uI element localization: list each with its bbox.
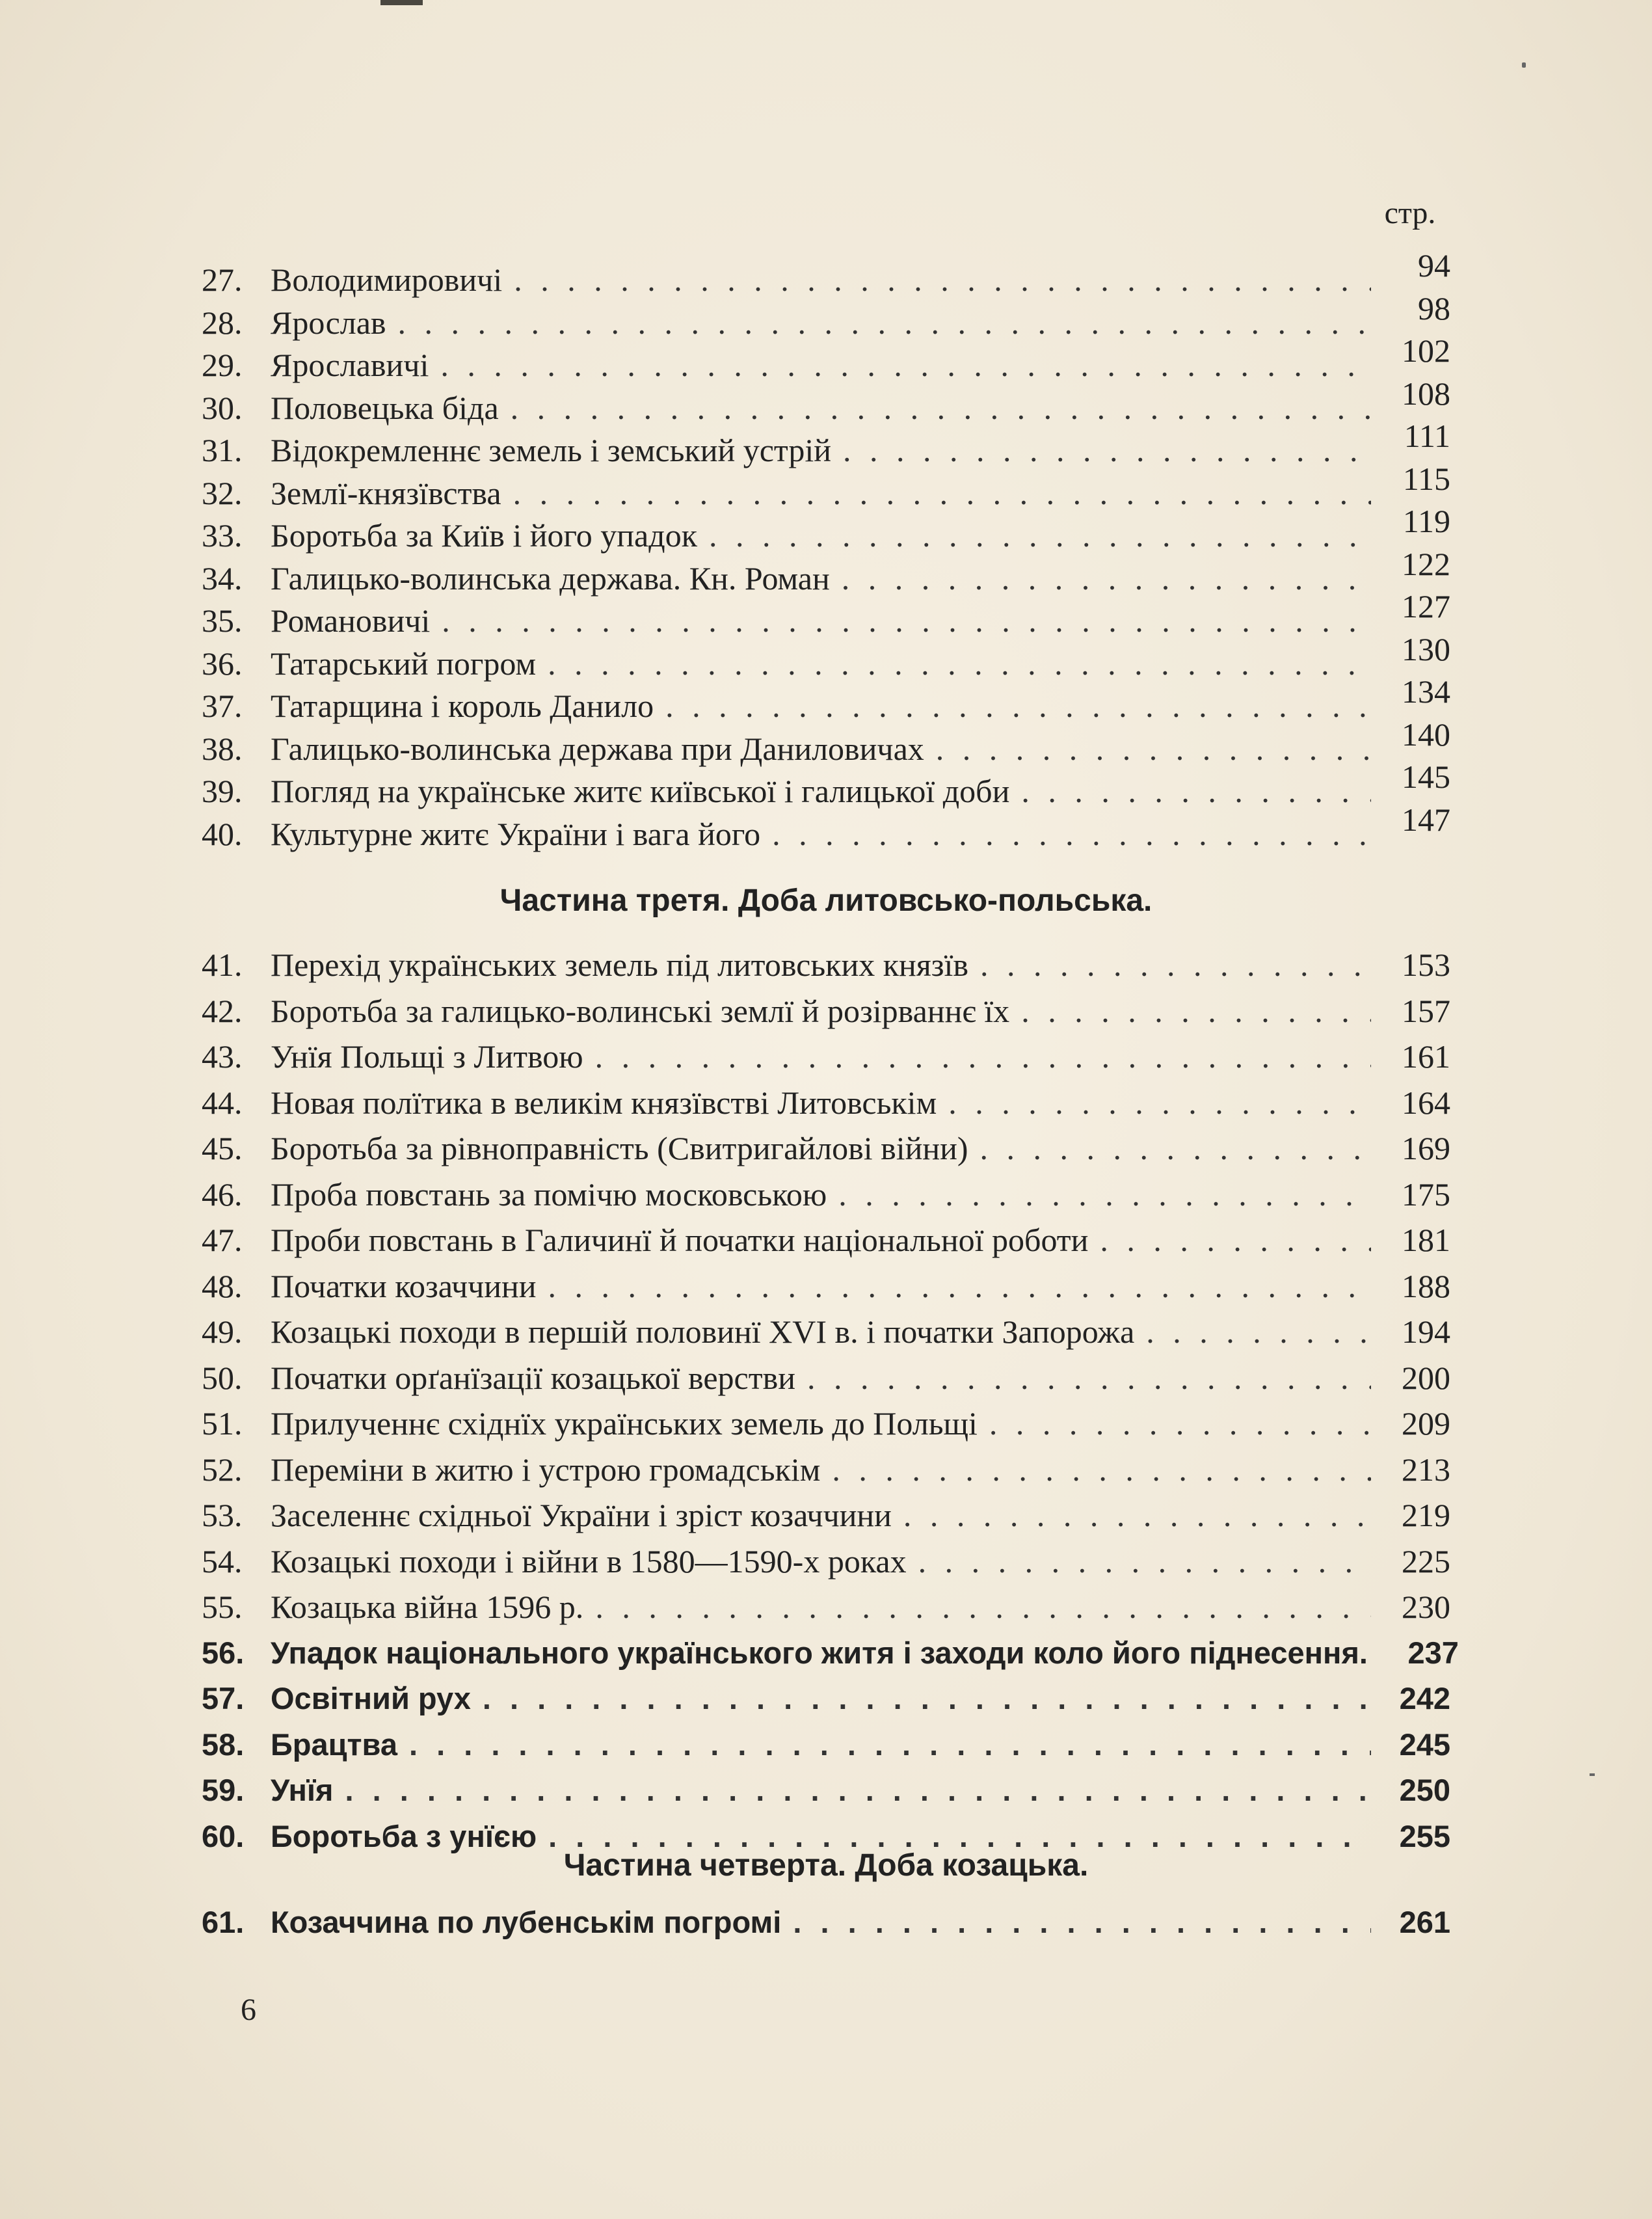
entry-title: Проби повстань в Галичинї й початки національної роботи [271, 1222, 1089, 1258]
entry-number: 30. [202, 389, 243, 426]
entry-number: 41. [202, 947, 243, 983]
entry-number: 50. [202, 1359, 243, 1396]
entry-number: 34. [202, 559, 243, 597]
entry-page: 161 [1402, 1038, 1450, 1075]
part-four-heading: Частина четверта. Доба козацька. [563, 1848, 1089, 1883]
entry-number: 28. [202, 304, 243, 341]
dot-leader [583, 1587, 1371, 1626]
entry-page: 111 [1404, 418, 1450, 454]
entry-number: 43. [202, 1038, 243, 1075]
entry-title: Татарський погром [271, 645, 537, 682]
entry-page: 127 [1402, 588, 1450, 625]
toc-entry [202, 503, 1450, 555]
entry-page: 98 [1418, 289, 1450, 327]
toc-entry [202, 1037, 1450, 1076]
toc-entry [202, 991, 1450, 1030]
entry-number: 46. [202, 1176, 243, 1213]
entry-title: Упадок національного українського житя і заходи коло його піднесення. [271, 1635, 1368, 1670]
dot-leader [760, 814, 1371, 854]
entry-number: 39. [202, 773, 243, 809]
dot-leader [697, 516, 1371, 555]
page-number: 6 [241, 1993, 256, 2027]
entry-page: 188 [1402, 1267, 1450, 1304]
entry-number: 29. [202, 347, 243, 383]
dot-leader [537, 1267, 1371, 1306]
page-column-header: стр. [1384, 196, 1436, 230]
entry-number: 32. [202, 474, 243, 511]
entry-title: Романовичі [271, 602, 431, 639]
entry-number: 45. [202, 1130, 243, 1166]
dot-leader [968, 1129, 1371, 1168]
entry-number: 51. [202, 1405, 243, 1442]
entry-page: 94 [1418, 247, 1450, 284]
dot-leader [968, 945, 1371, 984]
entry-title: Галицько-волинська держава. Кн. Роман [271, 559, 830, 597]
entry-title: Брацтва [271, 1727, 397, 1762]
toc-entry [202, 1771, 1450, 1810]
entry-title: Проба повстань за помічю московською [271, 1176, 827, 1213]
entry-number: 56. [202, 1635, 245, 1670]
entry-title: Галицько-волинська держава при Даниловичах [271, 730, 924, 767]
toc-entry [202, 332, 1450, 384]
dot-leader [536, 644, 1371, 683]
dot-leader [820, 1450, 1371, 1489]
entry-number: 49. [202, 1313, 243, 1350]
entry-page: 140 [1402, 716, 1450, 753]
dot-leader [937, 1083, 1371, 1122]
entry-title: Козацька війна 1596 р. [271, 1589, 584, 1625]
entry-page: 209 [1402, 1405, 1450, 1442]
entry-title: Татарщина і король Данило [271, 688, 654, 724]
toc-entry [202, 1129, 1450, 1168]
entry-number: 58. [202, 1727, 245, 1762]
toc-entry [202, 1634, 1459, 1673]
entry-title: Козацькі походи і війни в 1580—1590-х роках [271, 1542, 907, 1580]
toc-entry [202, 1312, 1450, 1351]
entry-page: 250 [1399, 1773, 1450, 1807]
dot-leader [499, 388, 1371, 427]
entry-page: 153 [1402, 947, 1450, 983]
dot-leader [781, 1903, 1371, 1942]
entry-number: 38. [202, 730, 243, 767]
entry-page: 225 [1402, 1542, 1450, 1580]
entry-number: 40. [202, 815, 243, 852]
entry-number: 61. [202, 1905, 245, 1939]
dot-leader [430, 601, 1371, 640]
entry-number: 60. [202, 1818, 245, 1853]
entry-title: Землї-князївства [271, 474, 501, 511]
toc-entry [202, 1267, 1450, 1306]
entry-number: 48. [202, 1267, 243, 1304]
entry-number: 35. [202, 602, 243, 639]
entry-title: Прилученнє східнїх українських земель до Польщі [271, 1405, 978, 1442]
entry-title: Боротьба за Київ і його упадок [271, 517, 697, 554]
toc-entry [202, 630, 1450, 683]
toc-entry [202, 1358, 1450, 1397]
entry-title: Козаччина по лубенськім погромі [271, 1905, 782, 1939]
toc-entry [202, 375, 1450, 427]
entry-title: Початки козаччини [271, 1267, 537, 1304]
entry-page: 261 [1399, 1905, 1450, 1939]
entry-page: 119 [1402, 503, 1450, 539]
dot-leader [1009, 772, 1371, 811]
entry-page: 102 [1402, 332, 1450, 369]
entry-page: 108 [1402, 375, 1450, 412]
dot-leader [1009, 991, 1371, 1030]
dot-leader [502, 260, 1371, 299]
toc-entry [202, 1903, 1450, 1942]
entry-number: 33. [202, 517, 243, 554]
toc-entry [202, 289, 1450, 342]
entry-title: Перехід українських земель під литовських князїв [271, 947, 969, 983]
toc-entry [202, 1083, 1450, 1122]
toc-entry [202, 247, 1450, 299]
dot-leader [397, 1725, 1371, 1764]
entry-number: 37. [202, 688, 243, 724]
dot-leader [1134, 1312, 1371, 1351]
entry-number: 53. [202, 1497, 243, 1533]
entry-number: 31. [202, 432, 243, 468]
part-three-heading: Частина третя. Доба литовсько-польська. [500, 883, 1152, 918]
entry-page: 175 [1402, 1176, 1450, 1213]
entry-title: Боротьба за галицько-волинські землї й розірваннє їх [271, 992, 1010, 1029]
entry-page: 130 [1402, 630, 1450, 667]
dot-leader [827, 1175, 1371, 1214]
entry-title: Половецька біда [271, 389, 499, 426]
entry-page: 213 [1402, 1451, 1450, 1488]
entry-title: Початки орґанїзації козацької верстви [271, 1359, 795, 1396]
entry-number: 44. [202, 1084, 243, 1121]
entry-page: 255 [1399, 1818, 1450, 1853]
entry-page: 134 [1402, 673, 1450, 710]
dot-leader [795, 1358, 1371, 1397]
dot-leader [1088, 1220, 1371, 1259]
entry-title: Боротьба за рівноправність (Свитригайлові війни) [271, 1130, 968, 1166]
toc-entry [202, 1725, 1450, 1764]
entry-title: Відокремленнє земель і земський устрій [271, 432, 832, 468]
dot-leader [830, 559, 1371, 598]
dot-leader [978, 1404, 1371, 1443]
toc-entry [202, 673, 1450, 725]
entry-page: 181 [1402, 1222, 1450, 1258]
entry-title: Боротьба з унїєю [271, 1818, 537, 1853]
entry-page: 115 [1402, 460, 1450, 497]
entry-title: Унїя Польщі з Литвою [271, 1038, 583, 1075]
entry-page: 194 [1402, 1313, 1450, 1350]
dot-leader [583, 1037, 1371, 1076]
toc-entry [202, 1542, 1450, 1581]
entry-title: Унїя [271, 1773, 334, 1807]
toc-entry [202, 1450, 1450, 1489]
entry-page: 145 [1402, 759, 1450, 795]
entry-number: 52. [202, 1451, 243, 1488]
entry-title: Ярославичі [271, 347, 429, 383]
toc-entry [202, 1175, 1450, 1214]
toc-entry [202, 945, 1450, 984]
toc-entry [202, 460, 1450, 513]
dot-leader [907, 1542, 1371, 1581]
entry-number: 36. [202, 645, 243, 682]
entry-page: 164 [1402, 1084, 1450, 1121]
toc-entry [202, 1587, 1450, 1626]
entry-title: Культурне житє України і вага його [271, 815, 761, 852]
dot-leader [386, 303, 1371, 342]
entry-page: 157 [1402, 992, 1450, 1029]
dot-leader [1368, 1634, 1379, 1673]
entry-title: Погляд на українське житє київської і галицької доби [271, 773, 1010, 809]
entry-number: 59. [202, 1773, 245, 1807]
entry-page: 230 [1402, 1589, 1450, 1625]
entry-number: 55. [202, 1589, 243, 1625]
dot-leader [924, 729, 1371, 768]
entry-page: 242 [1399, 1681, 1450, 1715]
toc-entry [202, 418, 1450, 470]
toc-entry [202, 801, 1450, 854]
dot-leader [831, 431, 1371, 470]
toc-entry [202, 759, 1450, 811]
entry-page: 169 [1402, 1130, 1450, 1166]
entry-title: Ярослав [271, 304, 386, 341]
toc-entry [202, 1220, 1450, 1259]
entry-title: Володимировичі [271, 262, 503, 298]
toc-entry [202, 588, 1450, 640]
entry-title: Новая полїтика в великім князївстві Литовськім [271, 1084, 937, 1121]
entry-title: Переміни в житю і устрою громадськім [271, 1451, 821, 1488]
entry-number: 54. [202, 1542, 243, 1580]
toc-entry [202, 1496, 1450, 1535]
entry-number: 27. [202, 262, 243, 298]
toc-entry [202, 716, 1450, 768]
toc-entry [202, 1404, 1450, 1443]
dot-leader [501, 474, 1371, 513]
entry-page: 237 [1407, 1635, 1459, 1670]
entry-title: Козацькі походи в першій половинї XVI в. і початки Запорожа [271, 1313, 1135, 1350]
entry-title: Освітний рух [271, 1681, 471, 1715]
entry-title: Заселеннє східньої України і зріст козаччини [271, 1497, 892, 1533]
entry-number: 57. [202, 1681, 245, 1715]
entry-page: 122 [1402, 545, 1450, 582]
entry-number: 42. [202, 992, 243, 1029]
entry-page: 147 [1402, 801, 1450, 838]
dot-leader [429, 345, 1371, 384]
entry-number: 47. [202, 1222, 243, 1258]
entry-page: 200 [1402, 1359, 1450, 1396]
toc-entry [202, 1679, 1450, 1718]
entry-page: 245 [1399, 1727, 1450, 1762]
toc-entry [202, 545, 1450, 598]
dot-leader [471, 1679, 1371, 1718]
entry-page: 219 [1402, 1497, 1450, 1533]
dot-leader [333, 1771, 1371, 1810]
dot-leader [892, 1496, 1371, 1535]
dot-leader [654, 686, 1371, 725]
